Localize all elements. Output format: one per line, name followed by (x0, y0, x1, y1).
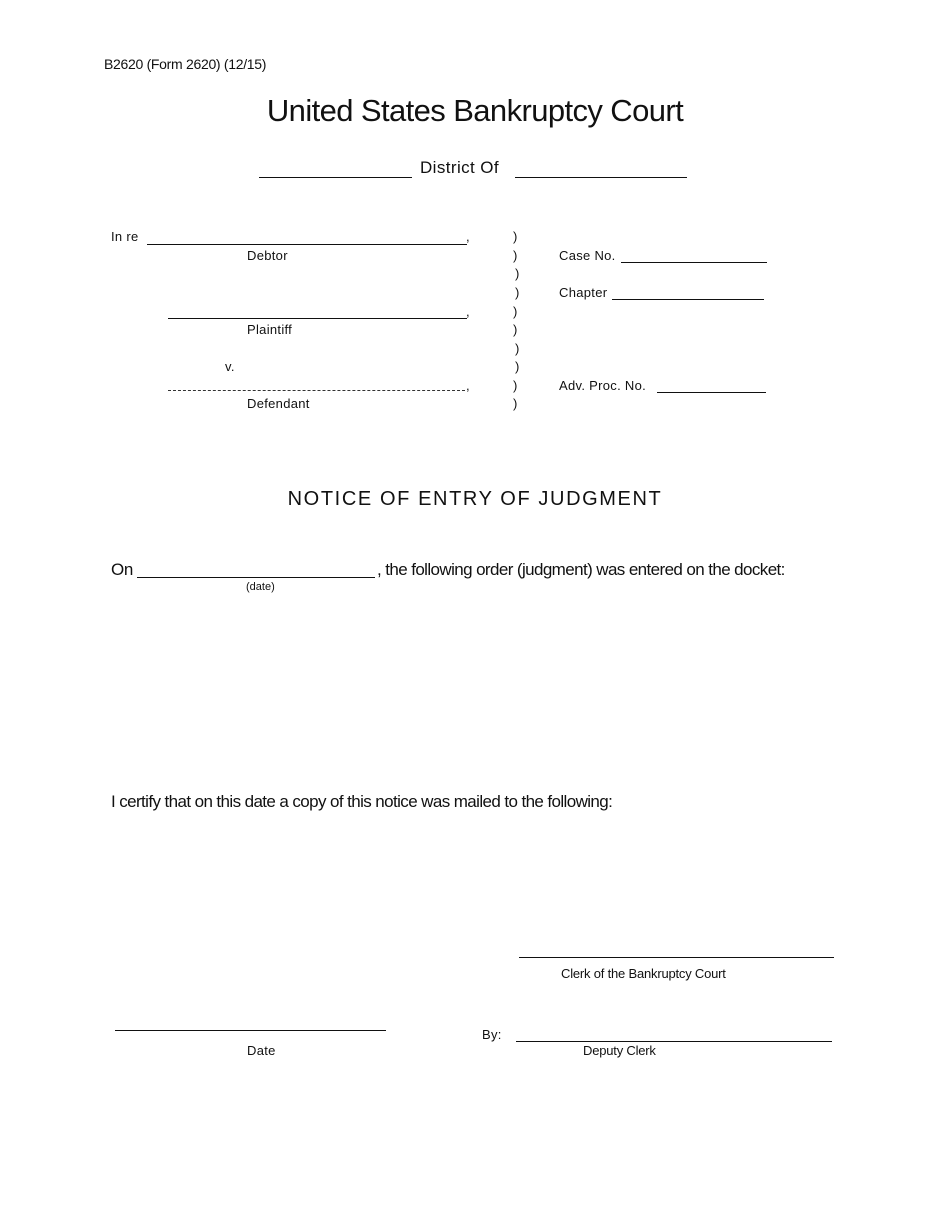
adv-proc-label: Adv. Proc. No. (559, 378, 647, 393)
in-re-label: In re (111, 229, 139, 244)
caption-paren: ) (513, 304, 518, 319)
caption-paren: ) (513, 229, 518, 244)
caption-paren: ) (515, 341, 520, 356)
district-name-field[interactable] (259, 177, 412, 178)
plaintiff-name-field[interactable] (168, 318, 467, 319)
by-label: By: (482, 1027, 502, 1042)
entry-sentence: , the following order (judgment) was entered on the docket: (377, 560, 785, 579)
chapter-label: Chapter (559, 285, 608, 300)
clerk-label: Clerk of the Bankruptcy Court (561, 966, 726, 981)
notice-title: NOTICE OF ENTRY OF JUDGMENT (287, 488, 663, 510)
debtor-label: Debtor (247, 248, 288, 263)
case-no-field[interactable] (621, 262, 767, 263)
caption-paren: ) (515, 266, 520, 281)
defendant-name-field[interactable] (168, 390, 465, 391)
defendant-comma: , (466, 378, 470, 393)
debtor-comma: , (466, 229, 470, 244)
date-label: Date (247, 1043, 276, 1058)
caption-paren: ) (515, 359, 520, 374)
versus-label: v. (225, 359, 235, 374)
deputy-label: Deputy Clerk (583, 1043, 656, 1058)
clerk-signature-field[interactable] (519, 957, 834, 958)
caption-paren: ) (513, 378, 518, 393)
form-number: B2620 (Form 2620) (12/15) (104, 56, 267, 72)
defendant-label: Defendant (247, 396, 310, 411)
caption-paren: ) (513, 248, 518, 263)
chapter-field[interactable] (612, 299, 764, 300)
caption-paren: ) (515, 285, 520, 300)
deputy-signature-field[interactable] (516, 1041, 832, 1042)
on-label: On (111, 560, 134, 579)
caption-paren: ) (513, 396, 518, 411)
adv-proc-field[interactable] (657, 392, 766, 393)
plaintiff-comma: , (466, 304, 470, 319)
district-of-field[interactable] (515, 177, 687, 178)
district-label: District Of (420, 158, 500, 177)
certify-text: I certify that on this date a copy of this notice was mailed to the following: (111, 792, 613, 811)
entry-date-field[interactable] (137, 577, 375, 578)
debtor-name-field[interactable] (147, 244, 467, 245)
plaintiff-label: Plaintiff (247, 322, 293, 337)
case-no-label: Case No. (559, 248, 616, 263)
date-signature-field[interactable] (115, 1030, 386, 1031)
caption-paren: ) (513, 322, 518, 337)
date-hint: (date) (246, 581, 275, 593)
court-title: United States Bankruptcy Court (266, 93, 684, 128)
